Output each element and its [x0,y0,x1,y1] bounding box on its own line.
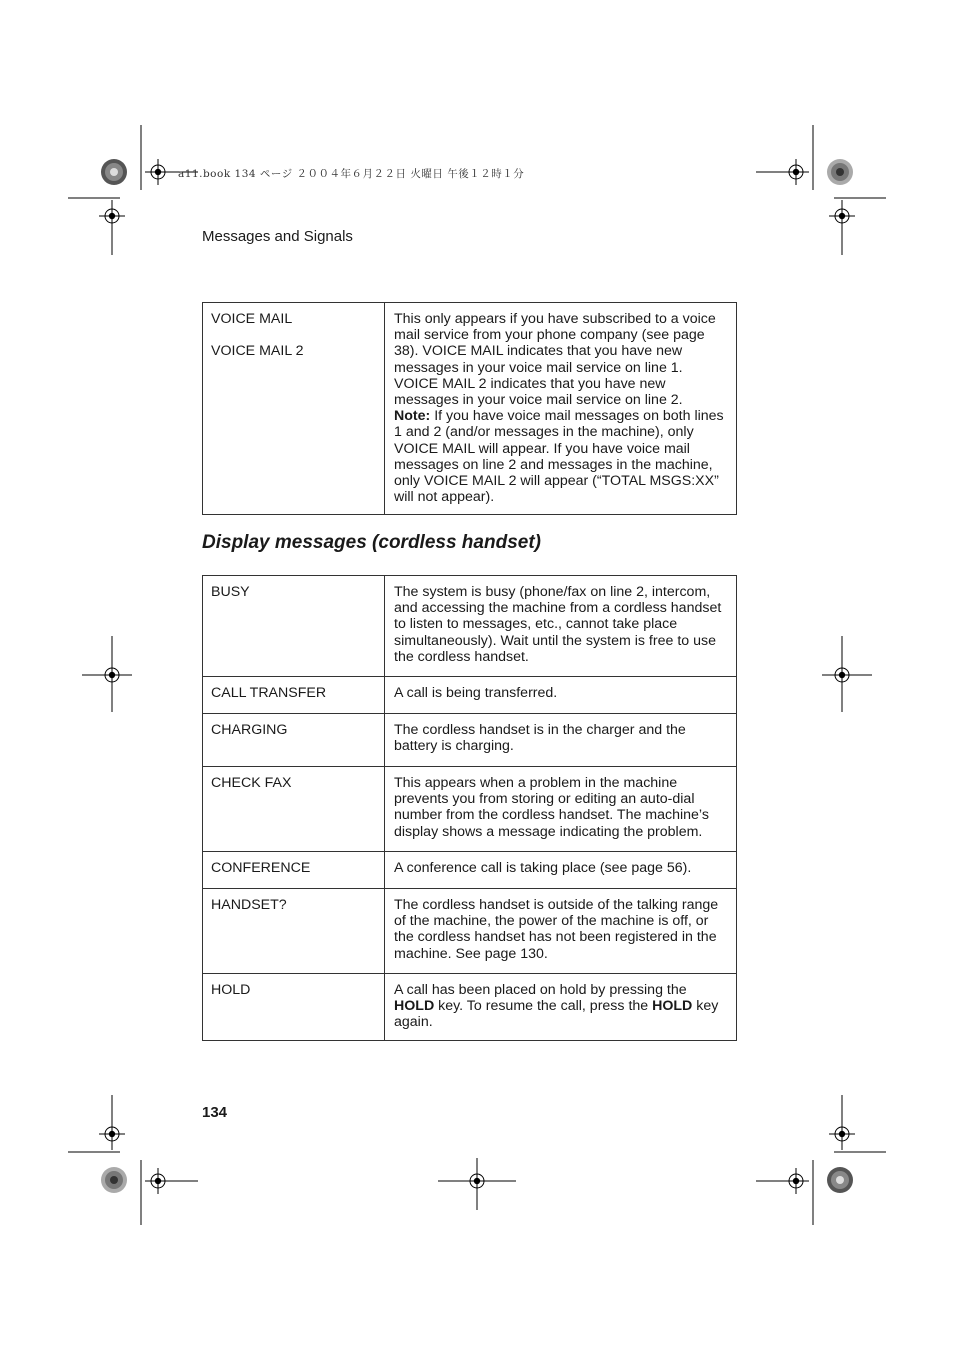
section-title: Display messages (cordless handset) [202,532,541,553]
key-name: HOLD [394,998,435,1015]
message-key: BUSY [203,576,385,677]
message-description: A conference call is taking place (see page 56). [385,852,737,889]
table-row [203,303,737,515]
message-key: CONFERENCE [203,852,385,889]
message-description: This appears when a problem in the machine prevents you from storing or editing an auto-dial number from the cordless handset. The machine’s display shows a message indicating the problem. [385,767,737,852]
message-key: CALL TRANSFER [203,677,385,714]
print-info: a11.book 134 ページ ２００４年６月２２日 火曜日 午後１２時１分 [178,168,525,180]
voice-mail-table [202,302,737,515]
message-description: A call is being transferred. [385,677,737,714]
note-text: If you have voice mail messages on both lines 1 and 2 (and/or messages in the machine), only VOICE MAIL will appear. If you have voice mail messages on line 2 and messages in the machine, only VOICE MAIL 2 will appear (“TOTAL MSGS:XX” will not appear). [394,408,724,506]
description-text: key. To resume the call, press the [434,998,653,1015]
message-description [385,974,737,1041]
message-description: The system is busy (phone/fax on line 2, intercom, and accessing the machine from a cordless handset to listen to messages, etc., cannot take place simultaneously). Wait until the system is free to use the cordless handset. [385,576,737,677]
message-description [385,303,737,515]
message-key: CHARGING [203,714,385,767]
message-key-cell [203,303,385,515]
message-key: VOICE MAIL 2 [211,343,304,360]
message-key: VOICE MAIL [211,311,293,327]
message-description: The cordless handset is in the charger and the battery is charging. [385,714,737,767]
running-head: Messages and Signals [202,228,353,245]
table-row [203,852,737,889]
description-text: key again. [394,998,719,1031]
table-row [203,889,737,974]
message-key: HOLD [203,974,385,1041]
description-text: A call has been placed on hold by pressing the [394,982,687,998]
message-key: HANDSET? [203,889,385,974]
table-row [203,677,737,714]
description-text: This only appears if you have subscribed to a voice mail service from your phone company (see page 38). VOICE MAIL indicates that you have new messages in your voice mail service on line 1. VOICE MAIL 2 indicates that you have new messages in your voice mail service on line 2. [394,311,716,409]
table-row [203,576,737,677]
table-row [203,714,737,767]
message-key: CHECK FAX [203,767,385,852]
message-description: The cordless handset is outside of the talking range of the machine, the power of the machine is off, or the cordless handset has not been registered in the machine. See page 130. [385,889,737,974]
handset-messages-table [202,575,737,1041]
table-row [203,767,737,852]
key-name: HOLD [652,998,693,1015]
table-row [203,974,737,1041]
page-number: 134 [202,1104,228,1121]
note-label: Note: [394,408,431,425]
